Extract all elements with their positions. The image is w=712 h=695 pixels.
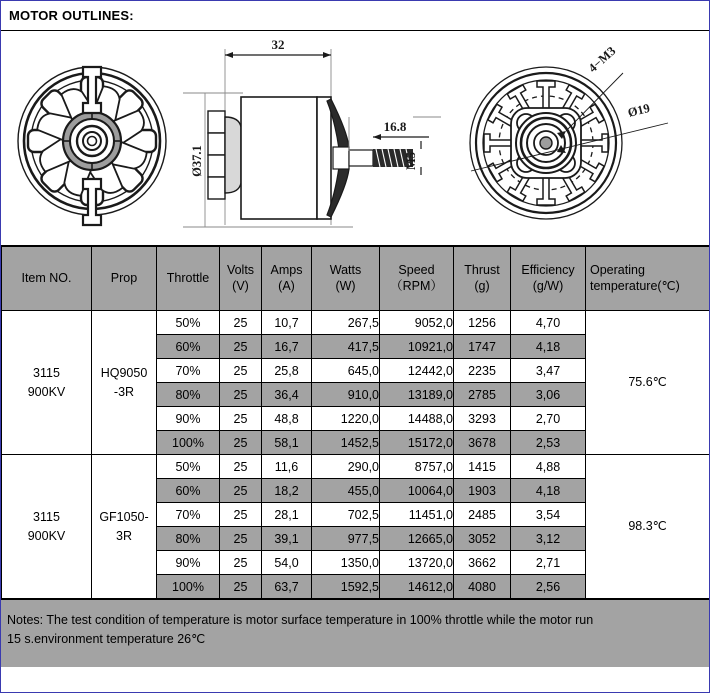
cell-thrust: 3662 <box>454 551 511 575</box>
motor-outline-drawings <box>1 31 709 246</box>
cell-volts: 25 <box>220 527 262 551</box>
mount-bottom-view <box>453 31 703 243</box>
col-header-efficiency-line2: (g/W) <box>532 278 564 293</box>
cell-amps: 63,7 <box>262 575 312 599</box>
col-header-thrust <box>454 247 511 311</box>
prop-line2: 3R <box>116 528 132 543</box>
prop-line2: -3R <box>113 384 135 399</box>
item-no-line1: 3115 <box>33 366 60 381</box>
cell-efficiency: 4,88 <box>511 455 586 479</box>
cell-throttle: 100% <box>157 575 220 599</box>
col-header-throttle <box>157 247 220 311</box>
dim-thread-label: M5 <box>404 151 418 171</box>
cell-efficiency: 2,56 <box>511 575 586 599</box>
cell-efficiency: 4,18 <box>511 335 586 359</box>
dim-mount-holes-label: 4−M3 <box>585 43 619 76</box>
motor-side-view <box>183 31 448 243</box>
cell-item-no <box>2 311 92 455</box>
cell-speed: 10921,0 <box>380 335 454 359</box>
cell-volts: 25 <box>220 383 262 407</box>
cell-speed: 14612,0 <box>380 575 454 599</box>
dim-shaft-168 <box>373 134 429 140</box>
cell-throttle: 90% <box>157 551 220 575</box>
cell-throttle: 100% <box>157 431 220 455</box>
col-header-watts <box>312 247 380 311</box>
cell-throttle: 80% <box>157 383 220 407</box>
cell-volts: 25 <box>220 359 262 383</box>
prop-line1: HQ9050 <box>100 366 148 381</box>
cell-thrust: 1256 <box>454 311 511 335</box>
cell-watts: 702,5 <box>312 503 380 527</box>
cell-thrust: 3678 <box>454 431 511 455</box>
cell-throttle: 70% <box>157 359 220 383</box>
col-header-speed <box>380 247 454 311</box>
cell-efficiency: 4,18 <box>511 479 586 503</box>
col-header-speed-line1: Speed <box>398 262 435 277</box>
cell-watts: 455,0 <box>312 479 380 503</box>
cell-efficiency: 2,71 <box>511 551 586 575</box>
motor-performance-table <box>1 246 710 599</box>
cell-watts: 267,5 <box>312 311 380 335</box>
cell-efficiency: 3,54 <box>511 503 586 527</box>
cell-amps: 54,0 <box>262 551 312 575</box>
table-body <box>2 311 710 599</box>
col-header-item-no <box>2 247 92 311</box>
cell-speed: 11451,0 <box>380 503 454 527</box>
header-row <box>2 247 710 311</box>
cell-speed: 13720,0 <box>380 551 454 575</box>
cell-volts: 25 <box>220 551 262 575</box>
cell-amps: 36,4 <box>262 383 312 407</box>
cell-volts: 25 <box>220 407 262 431</box>
cell-efficiency: 3,12 <box>511 527 586 551</box>
cell-throttle: 80% <box>157 527 220 551</box>
dim-diameter-label: Ø37.1 <box>190 145 204 177</box>
cell-watts: 1452,5 <box>312 431 380 455</box>
col-header-op-temp-line2: temperature(℃) <box>590 278 680 293</box>
table-row <box>2 455 710 479</box>
cell-volts: 25 <box>220 575 262 599</box>
cell-throttle: 60% <box>157 479 220 503</box>
cell-watts: 910,0 <box>312 383 380 407</box>
cell-watts: 1220,0 <box>312 407 380 431</box>
col-header-efficiency-line1: Efficiency <box>521 262 575 277</box>
notes-line-1: Notes: The test condition of temperature is motor surface temperature in 100% throttle while the motor run <box>7 613 594 627</box>
notes-footer <box>1 599 709 667</box>
col-header-volts-line2: (V) <box>232 278 249 293</box>
col-header-volts <box>220 247 262 311</box>
cell-speed: 12442,0 <box>380 359 454 383</box>
leader-4-m3 <box>566 73 623 131</box>
cell-watts: 1350,0 <box>312 551 380 575</box>
cell-speed: 12665,0 <box>380 527 454 551</box>
cell-speed: 9052,0 <box>380 311 454 335</box>
cell-amps: 11,6 <box>262 455 312 479</box>
cell-thrust: 2485 <box>454 503 511 527</box>
cell-amps: 58,1 <box>262 431 312 455</box>
col-header-efficiency <box>511 247 586 311</box>
col-header-thrust-line1: Thrust <box>464 262 500 277</box>
cell-efficiency: 2,53 <box>511 431 586 455</box>
cell-amps: 16,7 <box>262 335 312 359</box>
col-header-op-temp <box>586 247 710 311</box>
cell-amps: 39,1 <box>262 527 312 551</box>
col-header-item-no-line1: Item NO. <box>21 270 72 285</box>
cell-speed: 8757,0 <box>380 455 454 479</box>
cell-thrust: 4080 <box>454 575 511 599</box>
notes-line-2: 15 s.environment temperature 26℃ <box>7 632 206 647</box>
cell-efficiency: 3,06 <box>511 383 586 407</box>
motor-outlines-title-bar <box>1 1 709 31</box>
cell-thrust: 2235 <box>454 359 511 383</box>
cell-prop <box>92 455 157 599</box>
col-header-throttle-line1: Throttle <box>166 270 210 285</box>
cell-thrust: 1903 <box>454 479 511 503</box>
cell-throttle: 50% <box>157 311 220 335</box>
col-header-thrust-line2: (g) <box>474 278 490 293</box>
col-header-prop-line1: Prop <box>110 270 138 285</box>
cell-throttle: 70% <box>157 503 220 527</box>
cell-watts: 977,5 <box>312 527 380 551</box>
col-header-watts-line1: Watts <box>329 262 362 277</box>
prop-line1: GF1050- <box>99 510 149 525</box>
cell-watts: 290,0 <box>312 455 380 479</box>
cell-volts: 25 <box>220 335 262 359</box>
cell-thrust: 2785 <box>454 383 511 407</box>
item-no-line2: 900KV <box>27 528 66 543</box>
cell-speed: 15172,0 <box>380 431 454 455</box>
col-header-amps-line1: Amps <box>270 262 303 277</box>
col-header-amps <box>262 247 312 311</box>
cell-thrust: 1747 <box>454 335 511 359</box>
cell-amps: 25,8 <box>262 359 312 383</box>
page-title: MOTOR OUTLINES: <box>9 8 134 23</box>
cell-throttle: 60% <box>157 335 220 359</box>
cell-volts: 25 <box>220 479 262 503</box>
cell-thrust: 1415 <box>454 455 511 479</box>
cell-amps: 10,7 <box>262 311 312 335</box>
cell-watts: 645,0 <box>312 359 380 383</box>
col-header-watts-line2: (W) <box>335 278 356 293</box>
col-header-op-temp-line1: Operating <box>590 262 645 277</box>
cell-volts: 25 <box>220 311 262 335</box>
col-header-volts-line1: Volts <box>226 262 255 277</box>
cell-watts: 417,5 <box>312 335 380 359</box>
col-header-speed-line2: （RPM） <box>390 278 443 293</box>
cell-amps: 48,8 <box>262 407 312 431</box>
cell-amps: 28,1 <box>262 503 312 527</box>
cell-thrust: 3052 <box>454 527 511 551</box>
cell-throttle: 90% <box>157 407 220 431</box>
cell-volts: 25 <box>220 503 262 527</box>
cell-operating-temperature: 98.3℃ <box>586 455 710 599</box>
cell-volts: 25 <box>220 431 262 455</box>
cell-efficiency: 3,47 <box>511 359 586 383</box>
dim-length-32 <box>225 52 331 58</box>
bell-top-view <box>5 31 180 243</box>
cell-speed: 13189,0 <box>380 383 454 407</box>
dim-length-label: 32 <box>271 37 285 52</box>
cell-amps: 18,2 <box>262 479 312 503</box>
cell-prop <box>92 311 157 455</box>
item-no-line1: 3115 <box>33 510 60 525</box>
dim-mount-circle-label: Ø19 <box>626 100 652 120</box>
cell-efficiency: 4,70 <box>511 311 586 335</box>
cell-operating-temperature: 75.6℃ <box>586 311 710 455</box>
cell-throttle: 50% <box>157 455 220 479</box>
cell-efficiency: 2,70 <box>511 407 586 431</box>
cell-volts: 25 <box>220 455 262 479</box>
dim-shaft-label: 16.8 <box>383 119 407 134</box>
cell-item-no <box>2 455 92 599</box>
col-header-amps-line2: (A) <box>278 278 295 293</box>
item-no-line2: 900KV <box>27 384 66 399</box>
col-header-prop <box>92 247 157 311</box>
table-header <box>2 247 710 311</box>
cell-speed: 14488,0 <box>380 407 454 431</box>
cell-speed: 10064,0 <box>380 479 454 503</box>
table-row <box>2 311 710 335</box>
cell-thrust: 3293 <box>454 407 511 431</box>
cell-watts: 1592,5 <box>312 575 380 599</box>
